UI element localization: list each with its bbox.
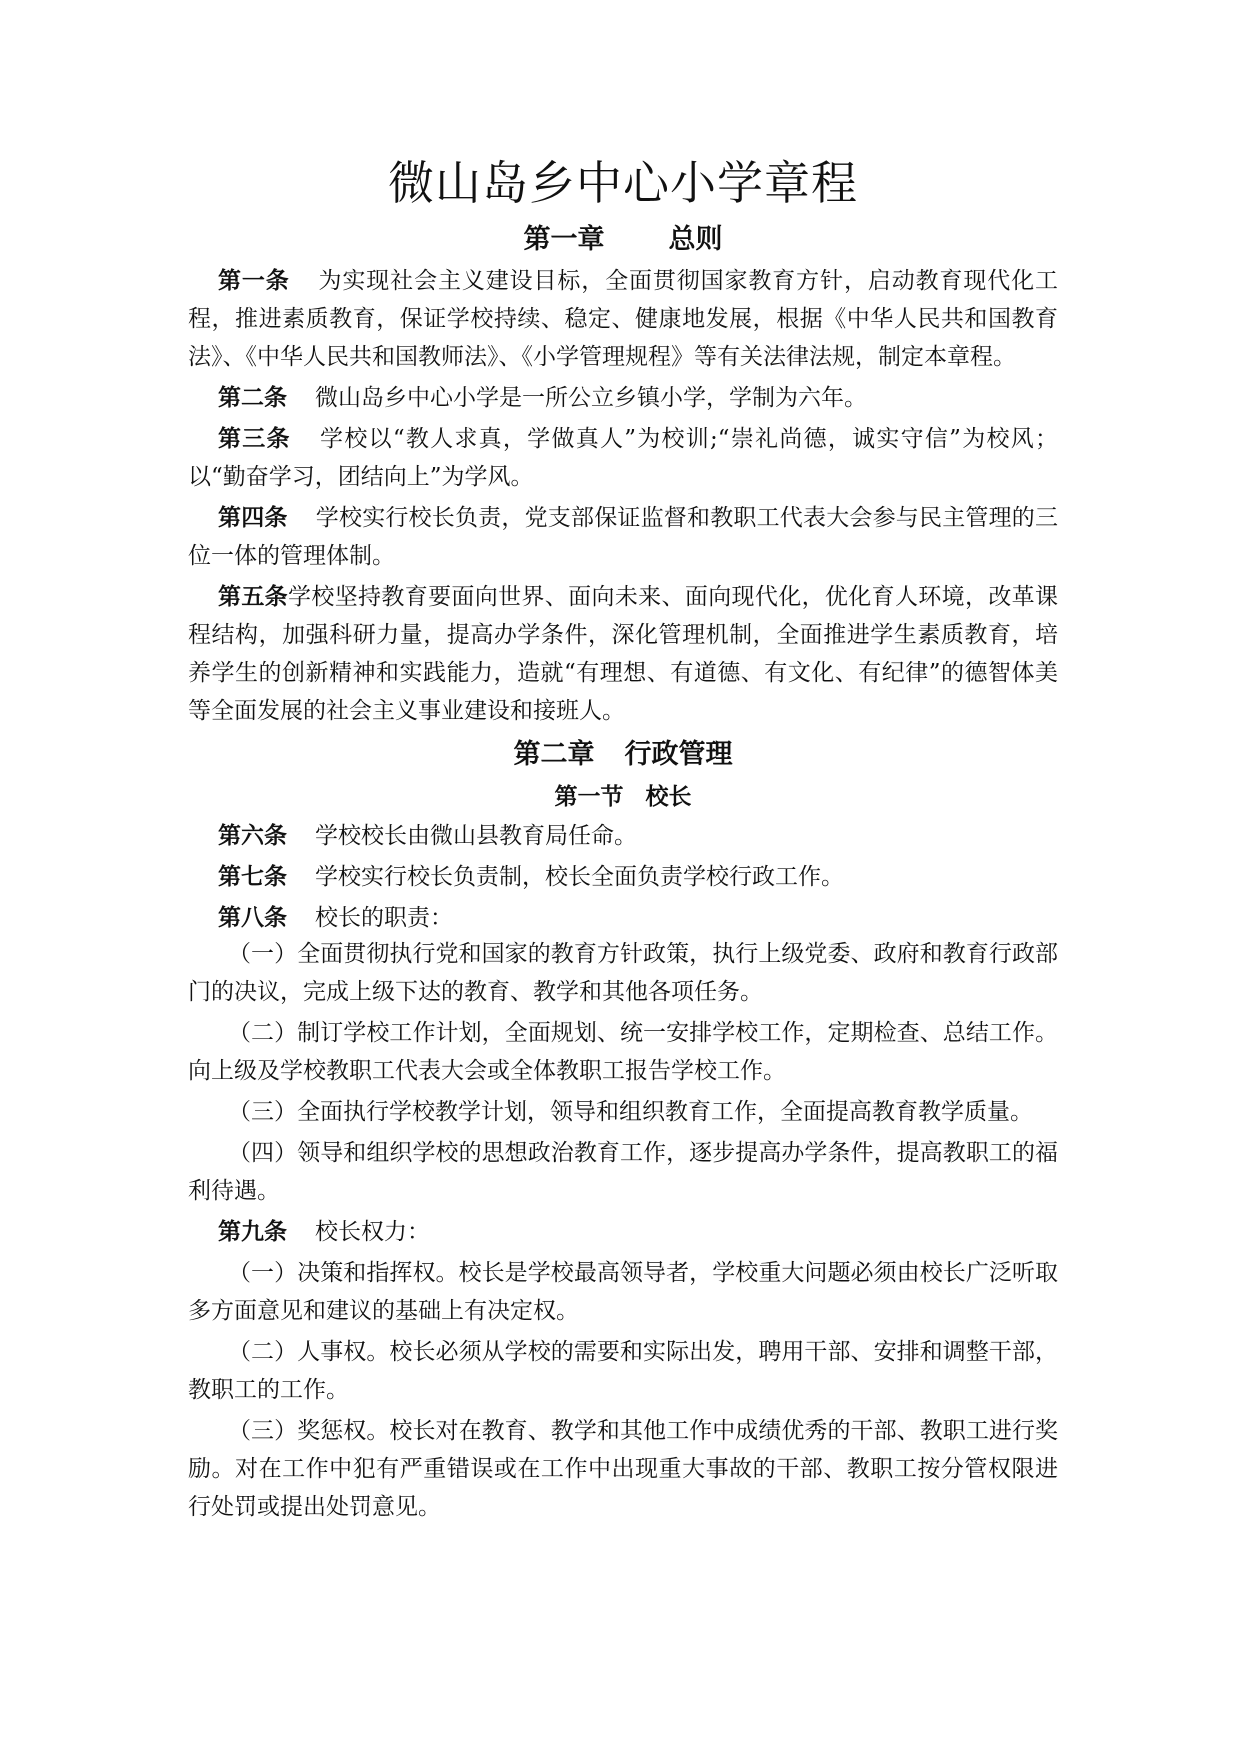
article-number: 第三条 (218, 426, 291, 452)
article-number: 第五条 (218, 584, 289, 610)
article-number: 第六条 (218, 823, 287, 849)
chapter-number: 第一章 (523, 224, 605, 255)
article-8 (188, 899, 1058, 937)
article-number: 第一条 (218, 268, 290, 294)
article-5 (188, 578, 1058, 730)
article-text: 校长的职责： (315, 905, 453, 931)
article-9 (188, 1213, 1058, 1251)
chapter-number: 第二章 (513, 739, 595, 770)
article-text: 学校坚持教育要面向世界、面向未来、面向现代化，优化育人环境，改革课程结构，加强科研力量，提高办学条件，深化管理机制，全面推进学生素质教育，培养学生的创新精神和实践能力，造就“有理想、有道德、有文化、有纪律”的德智体美等全面发展的社会主义事业建设和接班人。 (188, 584, 1059, 724)
article-text: 为实现社会主义建设目标，全面贯彻国家教育方针，启动教育现代化工程，推进素质教育，保证学校持续、稳定、健康地发展，根据《中华人民共和国教育法》、《中华人民共和国教师法》、《小学管理规程》等有关法律法规，制定本章程。 (188, 268, 1059, 370)
duty-item-2: （二）制订学校工作计划，全面规划、统一安排学校工作，定期检查、总结工作。向上级及学校教职工代表大会或全体教职工报告学校工作。 (188, 1020, 1058, 1084)
document-title: 微山岛乡中心小学章程 (388, 156, 858, 210)
power-item-3: （三）奖惩权。校长对在教育、教学和其他工作中成绩优秀的干部、教职工进行奖励。对在工作中犯有严重错误或在工作中出现重大事故的干部、教职工按分管权限进行处罚或提出处罚意见。 (188, 1418, 1058, 1520)
chapter-heading-2 (188, 733, 1058, 777)
section-name: 校长 (645, 783, 692, 810)
article-6 (188, 817, 1058, 855)
article-text: 学校校长由微山县教育局任命。 (315, 823, 637, 849)
article-text: 校长权力： (315, 1219, 430, 1245)
duty-item-3: （三）全面执行学校教学计划，领导和组织教育工作，全面提高教育教学质量。 (228, 1099, 1033, 1125)
duty-item-4: （四）领导和组织学校的思想政治教育工作，逐步提高办学条件，提高教职工的福利待遇。 (188, 1140, 1058, 1204)
article-number: 第四条 (218, 505, 288, 531)
article-7 (188, 858, 1058, 896)
article-4 (188, 499, 1058, 575)
article-3 (188, 420, 1058, 496)
article-text: 微山岛乡中心小学是一所公立乡镇小学，学制为六年。 (315, 385, 867, 411)
article-1 (188, 262, 1058, 376)
article-text: 学校实行校长负责制，校长全面负责学校行政工作。 (315, 864, 844, 890)
document-page (188, 150, 1058, 1529)
section-heading-1 (188, 777, 1058, 817)
article-2 (188, 379, 1058, 417)
power-item-2: （二）人事权。校长必须从学校的需要和实际出发，聘用干部、安排和调整干部，教职工的工作。 (188, 1339, 1058, 1403)
power-item-1: （一）决策和指挥权。校长是学校最高领导者，学校重大问题必须由校长广泛听取多方面意见和建议的基础上有决定权。 (188, 1260, 1058, 1324)
article-number: 第二条 (218, 385, 287, 411)
article-number: 第八条 (218, 905, 287, 931)
article-text: 学校以“教人求真，学做真人”为校训;“崇礼尚德，诚实守信”为校风；以“勤奋学习，团结向上”为学风。 (188, 426, 1058, 490)
chapter-heading-1 (188, 218, 1058, 262)
article-number: 第七条 (218, 864, 287, 890)
duty-item-1: （一）全面贯彻执行党和国家的教育方针政策，执行上级党委、政府和教育行政部门的决议，完成上级下达的教育、教学和其他各项任务。 (188, 941, 1058, 1005)
chapter-name: 行政管理 (624, 739, 733, 770)
section-number: 第一节 (554, 783, 624, 810)
article-number: 第九条 (218, 1219, 287, 1245)
chapter-name: 总则 (668, 224, 723, 255)
article-text: 学校实行校长负责，党支部保证监督和教职工代表大会参与民主管理的三位一体的管理体制。 (188, 505, 1059, 569)
